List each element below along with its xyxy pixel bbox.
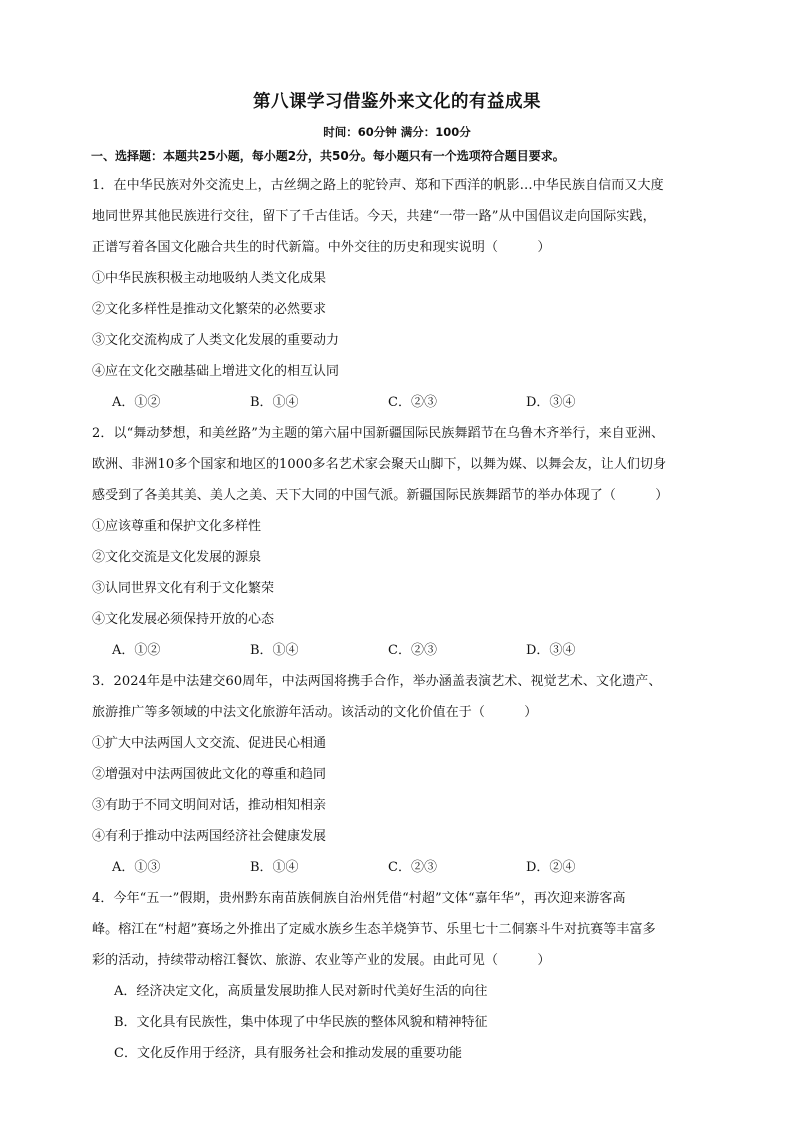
question-list bbox=[92, 170, 718, 1069]
question-4 bbox=[92, 883, 718, 1069]
choice-b[interactable]: B．文化具有民族性，集中体现了中华民族的整体风貌和精神特征 bbox=[114, 1015, 488, 1030]
answer-choices bbox=[92, 635, 718, 666]
choice-a[interactable]: A．①② bbox=[112, 395, 161, 410]
statement: ③文化交流构成了人类文化发展的重要动力 bbox=[92, 333, 340, 348]
choice-d[interactable]: D．③④ bbox=[526, 395, 576, 410]
statement: ②增强对中法两国彼此文化的尊重和趋同 bbox=[92, 767, 327, 782]
section-heading: 一、选择题：本题共25小题，每小题2分，共50分。每小题只有一个选项符合题目要求。 bbox=[91, 149, 565, 163]
statement: ①中华民族积极主动地吸纳人类文化成果 bbox=[92, 271, 327, 286]
statement: ④有利于推动中法两国经济社会健康发展 bbox=[92, 829, 327, 844]
statement: ②文化多样性是推动文化繁荣的必然要求 bbox=[92, 302, 327, 317]
page-title: 第八课学习借鉴外来文化的有益成果 bbox=[253, 92, 541, 112]
time-and-score: 时间：60分钟 满分：100分 bbox=[323, 125, 471, 139]
choice-a[interactable]: A．①② bbox=[112, 643, 161, 658]
choice-a[interactable]: A．经济决定文化，高质量发展助推人民对新时代美好生活的向往 bbox=[114, 984, 488, 999]
choice-d[interactable]: D．②④ bbox=[526, 860, 576, 875]
question-stem-line: 彩的活动，持续带动榕江餐饮、旅游、农业等产业的发展。由此可见（ ） bbox=[92, 953, 551, 968]
question-stem-line: 3．2024年是中法建交60周年，中法两国将携手合作，举办涵盖表演艺术、视觉艺术、文化遗产、 bbox=[92, 674, 662, 689]
statement: ④文化发展必须保持开放的心态 bbox=[92, 612, 275, 627]
question-stem-line: 峰。榕江在“村超”赛场之外推出了定威水族乡生态羊烧笋节、乐里七十二侗寨斗牛对抗赛等丰富多 bbox=[92, 922, 656, 937]
statement: ①应该尊重和保护文化多样性 bbox=[92, 519, 262, 534]
question-stem-line: 1．在中华民族对外交流史上，古丝绸之路上的驼铃声、郑和下西洋的帆影…中华民族自信而又大度 bbox=[92, 178, 664, 193]
statement: ②文化交流是文化发展的源泉 bbox=[92, 550, 262, 565]
question-stem-line: 4．今年“五一”假期，贵州黔东南苗族侗族自治州凭借“村超”文体“嘉年华”，再次迎来游客高 bbox=[92, 891, 626, 906]
choice-c[interactable]: C．②③ bbox=[388, 860, 437, 875]
question-1 bbox=[92, 170, 718, 418]
statement: ③有助于不同文明间对话，推动相知相亲 bbox=[92, 798, 327, 813]
choice-b[interactable]: B．①④ bbox=[250, 860, 299, 875]
question-stem-line: 感受到了各美其美、美人之美、天下大同的中国气派。新疆国际民族舞蹈节的举办体现了（ ） bbox=[92, 488, 669, 503]
statement: ④应在文化交融基础上增进文化的相互认同 bbox=[92, 364, 340, 379]
answer-choices bbox=[92, 387, 718, 418]
choice-b[interactable]: B．①④ bbox=[250, 395, 299, 410]
question-stem-line: 欧洲、非洲10多个国家和地区的1000多名艺术家会聚天山脚下，以舞为媒、以舞会友，让人们切身 bbox=[92, 457, 667, 472]
question-2 bbox=[92, 418, 718, 666]
choice-a[interactable]: A．①③ bbox=[112, 860, 161, 875]
statement: ①扩大中法两国人文交流、促进民心相通 bbox=[92, 736, 327, 751]
question-stem-line: 2．以“舞动梦想，和美丝路”为主题的第六届中国新疆国际民族舞蹈节在乌鲁木齐举行，来自亚洲、 bbox=[92, 426, 665, 441]
question-stem-line: 旅游推广等多领域的中法文化旅游年活动。该活动的文化价值在于（ ） bbox=[92, 705, 538, 720]
answer-choices bbox=[92, 852, 718, 883]
choice-c[interactable]: C．②③ bbox=[388, 643, 437, 658]
question-3 bbox=[92, 666, 718, 883]
choice-b[interactable]: B．①④ bbox=[250, 643, 299, 658]
choice-d[interactable]: D．③④ bbox=[526, 643, 576, 658]
choice-c[interactable]: C．文化反作用于经济，具有服务社会和推动发展的重要功能 bbox=[114, 1046, 462, 1061]
choice-c[interactable]: C．②③ bbox=[388, 395, 437, 410]
statement: ③认同世界文化有利于文化繁荣 bbox=[92, 581, 275, 596]
question-stem-line: 正谱写着各国文化融合共生的时代新篇。中外交往的历史和现实说明（ ） bbox=[92, 240, 551, 255]
question-stem-line: 地同世界其他民族进行交往，留下了千古佳话。今天，共建“一带一路”从中国倡议走向国际实践， bbox=[92, 209, 656, 224]
